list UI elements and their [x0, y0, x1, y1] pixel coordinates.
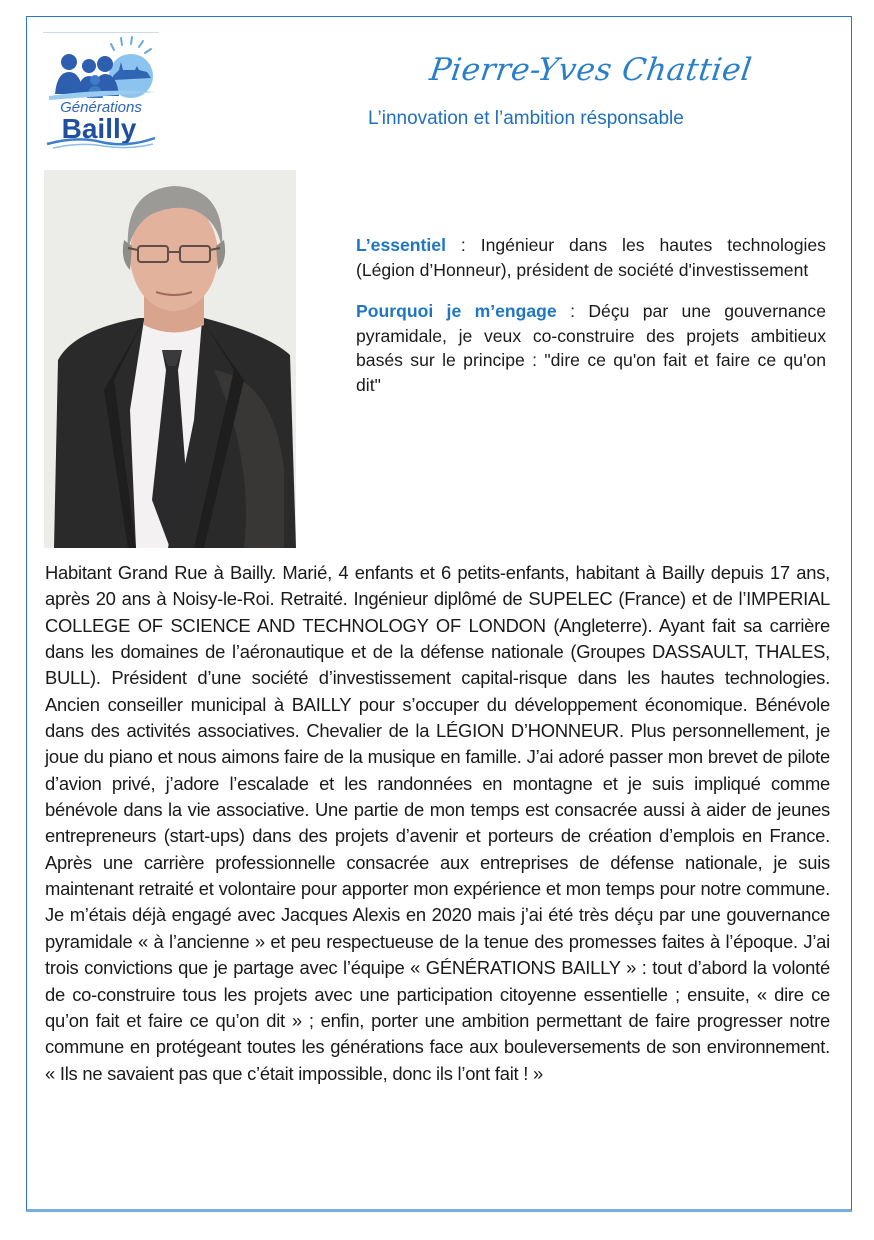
candidate-photo	[44, 170, 296, 548]
logo-main-text: Bailly	[61, 113, 137, 144]
logo-divider	[43, 32, 159, 33]
essentiel-label: L’essentiel	[356, 235, 446, 255]
tagline: L’innovation et l’ambition résponsable	[368, 108, 684, 129]
essentiel-paragraph	[356, 233, 826, 282]
logo-top-text: Générations	[60, 99, 142, 116]
essentiel-text: Ingénieur dans les hautes technologies (Légion d’Honneur), président de société d'investissement	[356, 235, 826, 280]
engagement-label: Pourquoi je m’engage	[356, 301, 557, 322]
essentiel-separator: :	[445, 235, 481, 255]
engagement-paragraph	[356, 299, 826, 397]
engagement-text: Déçu par une gouvernance pyramidale, je veux co-construire des projets ambitieux basés sur le principe : "dire ce qu'on fait et faire ce qu'on dit"	[356, 301, 826, 395]
candidate-name: Pierre-Yves Chattiel	[427, 52, 755, 88]
engagement-separator: :	[556, 301, 589, 322]
biography-section	[45, 560, 830, 1087]
biography-text: Habitant Grand Rue à Bailly. Marié, 4 enfants et 6 petits-enfants, habitant à Bailly depuis 17 ans, après 20 ans à Noisy-le-Roi. Retraité. Ingénieur diplômé de SUPELEC (France) et de l’IMPERIAL COLLEGE OF SCIENCE AND TECHNOLOGY OF LONDON (Angleterre). Ayant fait sa carrière dans les domaines de l’aéronautique et de la défense nationale (Groupes DASSAULT, THALES, BULL). Président d’une société d’investissement capital-risque dans les hautes technologies. Ancien conseiller municipal à BAILLY pour s’occuper du développement économique. Bénévole dans des activités associatives. Chevalier de la LÉGION D’HONNEUR. Plus personnellement, je joue du piano et nous aimons faire de la musique en famille. J’ai adoré passer mon brevet de pilote d’avion privé, j’adore l’escalade et les randonnées en montagne et je suis impliqué comme bénévole dans la vie associative. Une partie de mon temps est consacrée aussi à aider de jeunes entrepreneurs (start-ups) dans des projets d’avenir et porteurs de création d’emplois en France. Après une carrière professionnelle consacrée aux entreprises de défense nationale, je suis maintenant retraité et volontaire pour apporter mon expérience et mon temps pour notre commune. Je m’étais déjà engagé avec Jacques Alexis en 2020 mais j’ai été très déçu par une gouvernance pyramidale « à l’ancienne » et peu respectueuse de la tenue des promesses faites à l’époque. J’ai trois convictions que je partage avec l’équipe « GÉNÉRATIONS BAILLY » : tout d’abord la volonté de co-construire tous les projets avec une participation citoyenne essentielle ; ensuite, « dire ce qu’on fait et faire ce qu’on dit » ; enfin, porter une ambition permettant de faire progresser notre commune en protégeant toutes les générations face aux bouleversements de son environnement. « Ils ne savaient pas que c’était impossible, donc ils l’ont fait ! »	[45, 562, 830, 1084]
portrait-image	[44, 170, 296, 548]
logo-graphic	[43, 32, 159, 150]
sun-rays-icon	[111, 37, 151, 53]
generations-bailly-logo	[43, 32, 159, 150]
summary-section	[356, 233, 826, 415]
